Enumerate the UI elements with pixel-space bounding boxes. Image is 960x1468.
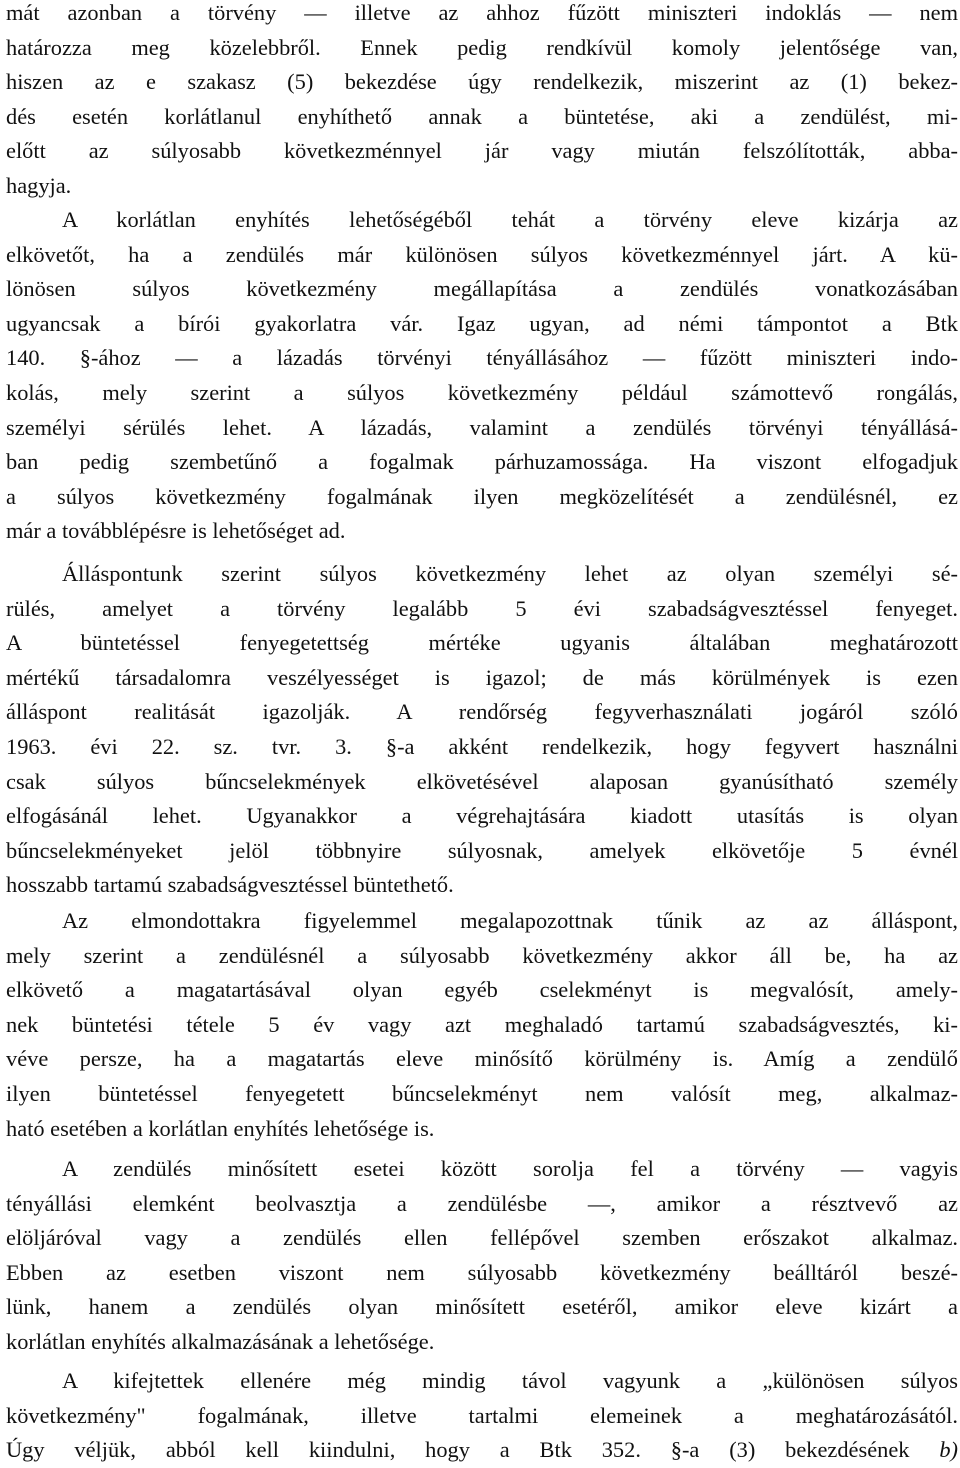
- text-line: kolás, mely szerint a súlyos következmény például számottevő rongálás,: [6, 379, 958, 405]
- text-line: nek büntetési tétele 5 év vagy azt meghaladó tartamú szabadságvesztés, ki-: [6, 1011, 958, 1037]
- text-line: 1963. évi 22. sz. tvr. 3. §-a akként rendelkezik, hogy fegyvert használni: [6, 733, 958, 759]
- text-line: a súlyos következmény fogalmának ilyen megközelítését a zendülésnél, ez: [6, 483, 958, 509]
- text-line: elöljáróval vagy a zendülés ellen fellépővel szemben erőszakot alkalmaz.: [6, 1225, 958, 1251]
- text-line: személyi sérülés lehet. A lázadás, valamint a zendülés törvényi tényállásá-: [6, 414, 958, 440]
- paragraph-2: [6, 203, 958, 549]
- text-line: csak súlyos bűncselekmények elkövetésével alaposan gyanúsítható személy: [6, 768, 958, 794]
- text-line: elkövető a magatartásával olyan egyéb cselekményt is megvalósít, amely-: [6, 977, 958, 1003]
- text-line: ható esetében a korlátlan enyhítés lehetősége is.: [6, 1115, 435, 1141]
- text-line: hiszen az e szakasz (5) bekezdése úgy rendelkezik, miszerint az (1) bekez-: [6, 69, 958, 95]
- text-line: A korlátlan enyhítés lehetőségéből tehát a törvény eleve kizárja az: [62, 207, 958, 232]
- text-line: tényállási elemként beolvasztja a zendülésbe —, amikor a résztvevő az: [6, 1190, 958, 1216]
- text-line: A zendülés minősített esetei között sorolja fel a törvény — vagyis: [62, 1156, 958, 1181]
- text-line: Ebben az esetben viszont nem súlyosabb következmény beálltáról beszé-: [6, 1259, 958, 1285]
- text-line-main: Úgy véljük, abból kell kiindulni, hogy a Btk 352. §-a (3) bekezdésének: [6, 1437, 910, 1463]
- paragraph-3: [6, 557, 958, 903]
- text-line: ban pedig szembetűnő a fogalmak párhuzamossága. Ha viszont elfogadjuk: [6, 449, 958, 475]
- text-line: lünk, hanem a zendülés olyan minősített esetéről, amikor eleve kizárt a: [6, 1294, 958, 1320]
- text-line: következmény" fogalmának, illetve tartalmi elemeinek a meghatározásától.: [6, 1402, 958, 1428]
- paragraph-4: [6, 904, 958, 1146]
- text-line: hosszabb tartamú szabadságvesztéssel büntethető.: [6, 872, 454, 898]
- text-line: határozza meg közelebbről. Ennek pedig rendkívül komoly jelentősége van,: [6, 34, 958, 60]
- text-line: elfogásánál lehet. Ugyanakkor a végrehajtására kiadott utasítás is olyan: [6, 803, 958, 829]
- text-line: A büntetéssel fenyegetettség mértéke ugyanis általában meghatározott: [6, 630, 958, 656]
- text-line: Álláspontunk szerint súlyos következmény lehet az olyan személyi sé-: [62, 561, 958, 586]
- text-line: ilyen büntetéssel fenyegetett bűncselekményt nem valósít meg, alkalmaz-: [6, 1080, 958, 1106]
- text-line: hagyja.: [6, 172, 72, 198]
- text-line: A kifejtettek ellenére még mindig távol vagyunk a „különösen súlyos: [62, 1368, 958, 1393]
- text-line: korlátlan enyhítés alkalmazásának a lehetősége.: [6, 1328, 435, 1354]
- text-line: mát azonban a törvény — illetve az ahhoz fűzött miniszteri indoklás — nem: [6, 0, 958, 25]
- text-line: véve persze, ha a magatartás eleve minősítő körülmény is. Amíg a zendülő: [6, 1046, 958, 1072]
- text-line: mely szerint a zendülésnél a súlyosabb következmény akkor áll be, ha az: [6, 942, 958, 968]
- text-line: már a továbblépésre is lehetőséget ad.: [6, 518, 346, 544]
- paragraph-6: [6, 1364, 958, 1468]
- text-line: rülés, amelyet a törvény legalább 5 évi szabadságvesztéssel fenyeget.: [6, 595, 958, 621]
- text-line: 140. §-ához — a lázadás törvényi tényállásához — fűzött miniszteri indo-: [6, 345, 958, 371]
- italic-reference: b): [939, 1437, 958, 1463]
- text-line: mértékű társadalomra veszélyességet is igazol; de más körülmények is ezen: [6, 664, 958, 690]
- text-line: lönösen súlyos következmény megállapítása a zendülés vonatkozásában: [6, 276, 958, 302]
- text-line: Az elmondottakra figyelemmel megalapozottnak tűnik az az álláspont,: [62, 908, 958, 933]
- text-line-with-italic: [6, 1433, 958, 1468]
- paragraph-1: [6, 0, 958, 204]
- text-line: előtt az súlyosabb következménnyel jár vagy miután felszólították, abba-: [6, 138, 958, 164]
- text-line: dés esetén korlátlanul enyhíthető annak a büntetése, aki a zendülést, mi-: [6, 103, 958, 129]
- text-line: elkövetőt, ha a zendülés már különösen súlyos következménnyel járt. A kü-: [6, 241, 958, 267]
- paragraph-5: [6, 1152, 958, 1360]
- text-line: bűncselekményeket jelöl többnyire súlyosnak, amelyek elkövetője 5 évnél: [6, 837, 958, 863]
- text-line: ugyancsak a bírói gyakorlatra vár. Igaz ugyan, ad némi támpontot a Btk: [6, 310, 958, 336]
- text-line: álláspont realitását igazolják. A rendőrség fegyverhasználati jogáról szóló: [6, 699, 958, 725]
